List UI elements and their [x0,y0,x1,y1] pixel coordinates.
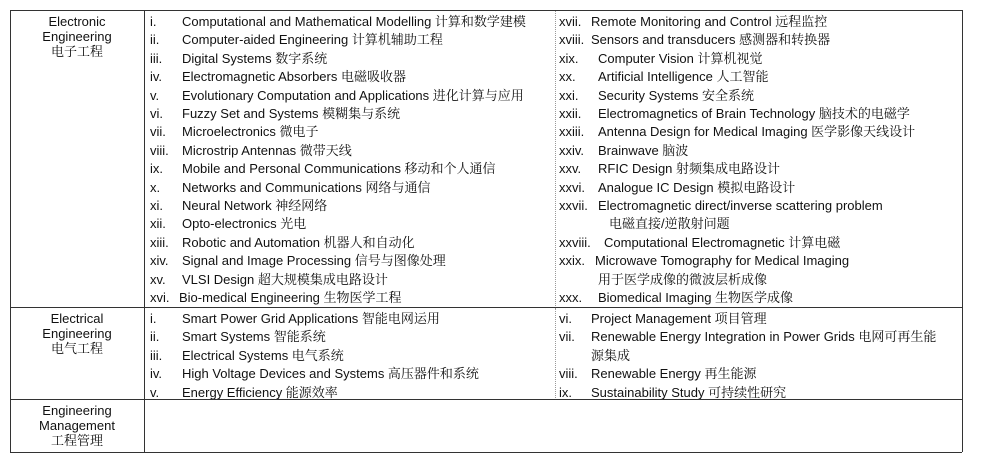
list-item: iv. Electromagnetic Absorbers 电磁吸收器 [150,69,406,85]
list-item: i. Computational and Mathematical Modelling 计算和数学建模 [150,14,526,29]
department-cell: Electrical Engineering 电气工程 [42,311,112,356]
list-item: vii. Microelectronics 微电子 [150,124,319,140]
row-electrical-engineering [10,307,962,400]
list-item: xii. Opto-electronics 光电 [150,216,307,232]
list-item: xxiv. Brainwave 脑波 [559,142,689,158]
list-item: xxvi. Analogue IC Design 模拟电路设计 [559,179,796,195]
list-item: ix. Mobile and Personal Communications 移动和个人通信 [150,161,496,177]
department-cell: Electronic Engineering 电子工程 [42,14,112,59]
right-topic-list [559,13,959,308]
list-item: i. Smart Power Grid Applications 智能电网运用 [150,311,440,326]
left-topic-list [150,310,555,402]
list-item: xxii. Electromagnetics of Brain Technology 脑技术的电磁学 [559,106,910,122]
list-item: xxix. Microwave Tomography for Medical Imaging 用于医学成像的微波层析成像 [559,253,850,287]
list-item: xx. Artificial Intelligence 人工智能 [559,69,769,85]
list-item: x. Networks and Communications 网络与通信 [150,179,431,195]
list-item: v. Evolutionary Computation and Applications 进化计算与应用 [150,87,524,103]
list-item: xvii. Remote Monitoring and Control 远程监控 [559,14,828,29]
list-item: xiii. Robotic and Automation 机器人和自动化 [150,234,415,250]
list-item: xxiii. Antenna Design for Medical Imaging 医学影像天线设计 [559,124,916,140]
list-item: xi. Neural Network 神经网络 [150,198,328,214]
left-topic-list [150,13,555,308]
list-item: vii. Renewable Energy Integration in Power Grids 电网可再生能 源集成 [559,329,937,363]
list-item: xvi. Bio-medical Engineering 生物医学工程 [150,290,402,306]
list-item: ii. Computer-aided Engineering 计算机辅助工程 [150,32,443,48]
list-item: viii. Renewable Energy 再生能源 [559,366,757,382]
list-item: vi. Fuzzy Set and Systems 模糊集与系统 [150,106,401,122]
list-item: xiv. Signal and Image Processing 信号与图像处理 [150,253,446,269]
list-item: v. Energy Efficiency 能源效率 [150,384,338,400]
list-item: xv. VLSI Design 超大规模集成电路设计 [150,271,388,287]
right-topic-list [559,310,959,402]
list-item: xxvii. Electromagnetic direct/inverse scattering problem 电磁直接/逆散射问题 [559,198,883,232]
list-item: xix. Computer Vision 计算机视觉 [559,50,763,66]
list-item: xxv. RFIC Design 射频集成电路设计 [559,161,781,177]
list-item: ix. Sustainability Study 可持续性研究 [559,384,787,400]
department-cell: Engineering Management 工程管理 [39,403,115,448]
list-item: vi. Project Management 项目管理 [559,311,767,326]
list-item: xviii. Sensors and transducers 感测器和转换器 [559,32,831,48]
list-item: iv. High Voltage Devices and Systems 高压器件和系统 [150,366,479,382]
list-item: xxi. Security Systems 安全系统 [559,87,755,103]
list-item: iii. Electrical Systems 电气系统 [150,347,344,363]
list-item: ii. Smart Systems 智能系统 [150,329,326,345]
list-item: xxviii. Computational Electromagnetic 计算电磁 [559,234,841,250]
row-electronic-engineering [10,10,962,308]
list-item: xxx. Biomedical Imaging 生物医学成像 [559,290,794,306]
list-item: viii. Microstrip Antennas 微带天线 [150,142,352,158]
list-item: iii. Digital Systems 数字系统 [150,50,328,66]
row-engineering-management [10,399,962,453]
